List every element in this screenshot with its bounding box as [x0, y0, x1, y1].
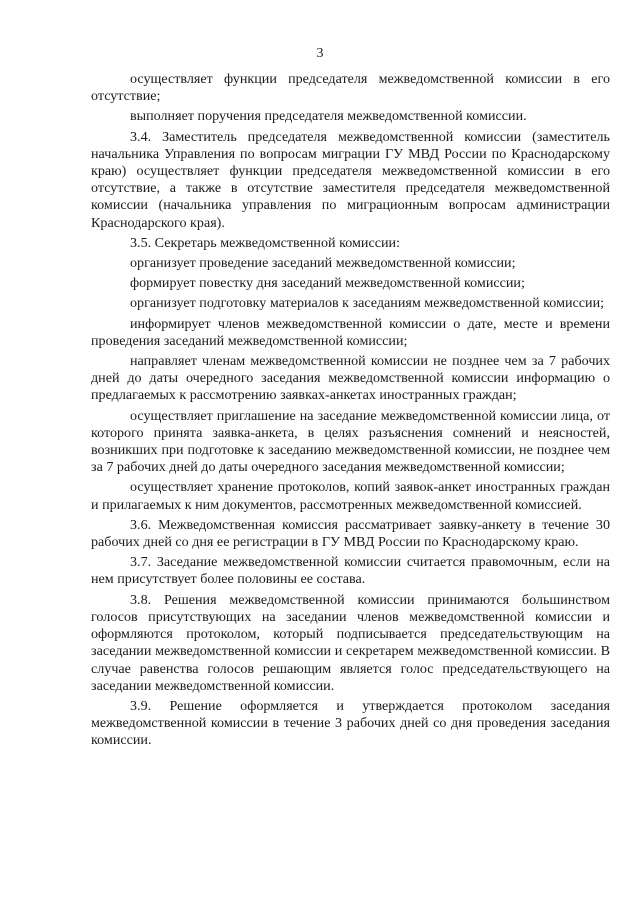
paragraph-chairman-functions: осуществляет функции председателя межведомственной комиссии в его отсутствие; — [91, 71, 610, 105]
paragraph-secretary-organizes-meetings: организует проведение заседаний межведомственной комиссии; — [130, 255, 516, 272]
paragraph-3-4-deputy-chairman: 3.4. Заместитель председателя межведомственной комиссии (заместитель начальника Управления по вопросам миграции ГУ МВД России по Краснодарскому краю) осуществляет функции председателя межведомственной комиссии в его отсутствие, а также в отсутствие заместителя председателя межведомственной комиссии (начальника управления по миграционным вопросам администрации Краснодарского края). — [91, 128, 610, 231]
paragraph-chairman-instructions: выполняет поручения председателя межведомственной комиссии. — [130, 108, 527, 125]
paragraph-3-5-secretary: 3.5. Секретарь межведомственной комиссии: — [130, 234, 400, 251]
paragraph-3-7-quorum: 3.7. Заседание межведомственной комиссии считается правомочным, если на нем присутствует более половины ее состава. — [91, 554, 610, 588]
document-body — [91, 71, 610, 750]
paragraph-secretary-invites: осуществляет приглашение на заседание межведомственной комиссии лица, от которого принята заявка-анкета, в целях разъяснения сомнений и неясностей, возникших при подготовке к заседанию межведомственной комиссии, не позднее чем за 7 рабочих дней до даты очередного заседания межведомственной комиссии; — [91, 407, 610, 476]
paragraph-secretary-storage: осуществляет хранение протоколов, копий заявок-анкет иностранных граждан и прилагаемых к ним документов, рассмотренных межведомственной комиссией. — [91, 479, 610, 513]
paragraph-secretary-agenda: формирует повестку дня заседаний межведомственной комиссии; — [130, 275, 525, 292]
paragraph-secretary-materials: организует подготовку материалов к заседаниям межведомственной комиссии; — [130, 295, 605, 312]
paragraph-3-9-protocol: 3.9. Решение оформляется и утверждается протоколом заседания межведомственной комиссии в течение 3 рабочих дней со дня проведения заседания комиссии. — [91, 697, 610, 749]
page-number: 3 — [316, 46, 324, 61]
paragraph-secretary-sends-info: направляет членам межведомственной комиссии не позднее чем за 7 рабочих дней до даты очередного заседания межведомственной комиссии информацию о предлагаемых к рассмотрению заявках-анкетах иностранных граждан; — [91, 353, 610, 404]
paragraph-3-6-review-term: 3.6. Межведомственная комиссия рассматривает заявку-анкету в течение 30 рабочих дней со дня ее регистрации в ГУ МВД России по Краснодарскому краю. — [91, 516, 610, 551]
paragraph-3-8-decisions: 3.8. Решения межведомственной комиссии принимаются большинством голосов присутствующих на заседании членов межведомственной комиссии и оформляются протоколом, который подписывается председательствующим на заседании межведомственной комиссии и секретарем межведомственной комиссии. В случае равенства голосов решающим является голос председательствующего на заседании межведомственной комиссии. — [91, 591, 610, 694]
paragraph-secretary-informs: информирует членов межведомственной комиссии о дате, месте и времени проведения заседаний межведомственной комиссии; — [91, 315, 610, 349]
